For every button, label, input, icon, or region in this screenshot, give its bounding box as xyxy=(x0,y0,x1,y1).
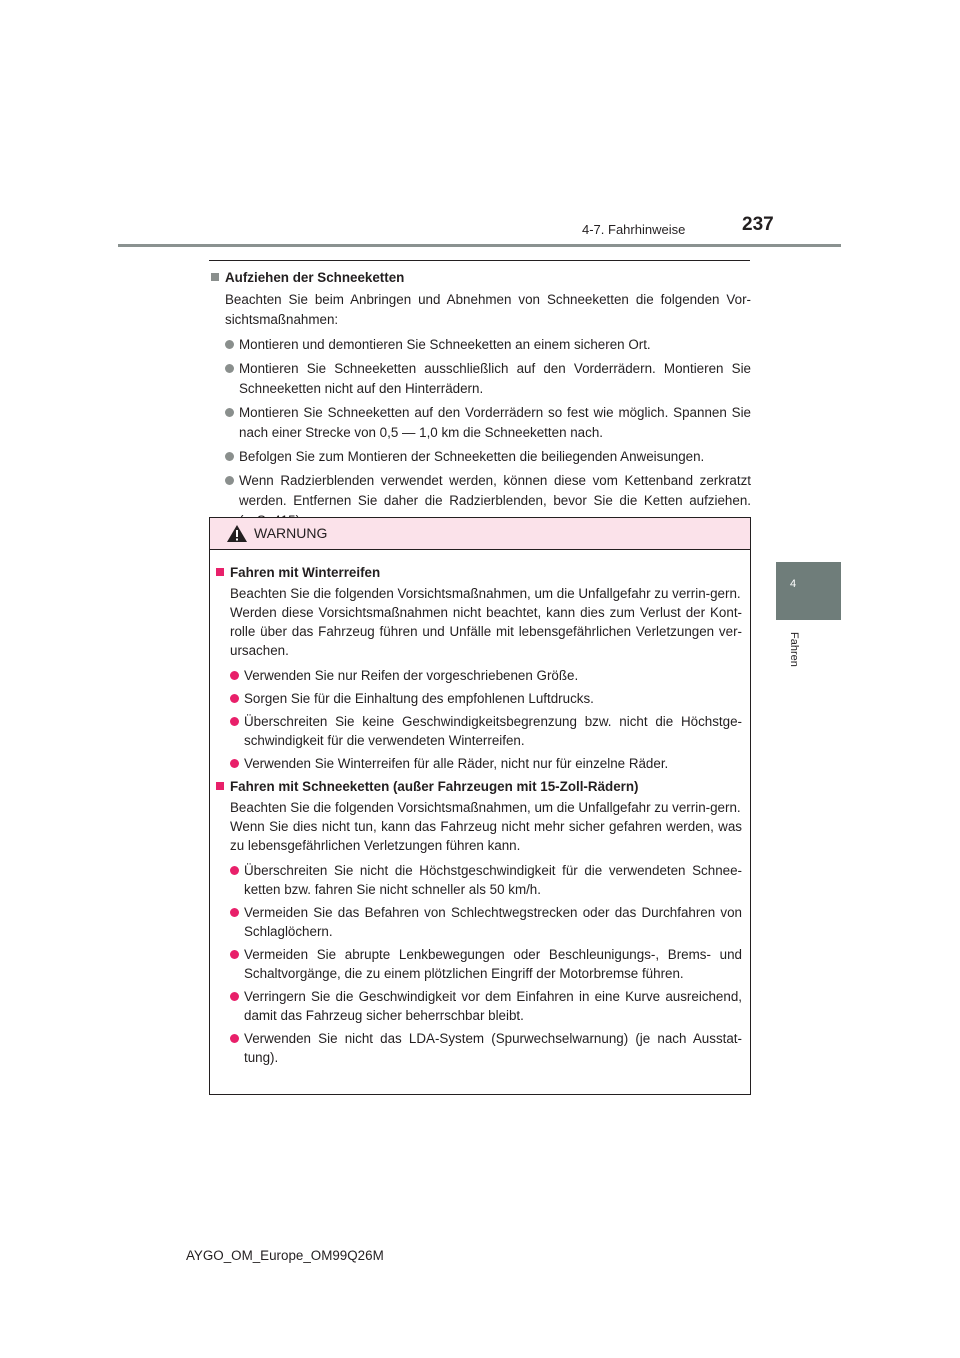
circle-bullet-icon xyxy=(225,340,234,349)
warning-triangle-icon xyxy=(226,524,248,543)
list-item xyxy=(216,903,742,941)
warning-title: WARNUNG xyxy=(254,525,328,541)
warning-section-heading xyxy=(216,777,742,796)
warning-box xyxy=(209,517,751,1095)
chapter-tab-number: 4 xyxy=(790,578,797,590)
section-title: Aufziehen der Schneeketten xyxy=(225,270,405,285)
list-item xyxy=(216,754,742,773)
content-divider xyxy=(209,260,750,261)
square-bullet-icon xyxy=(216,782,224,790)
main-section xyxy=(211,268,751,535)
circle-bullet-icon xyxy=(225,452,234,461)
circle-bullet-icon xyxy=(230,694,239,703)
list-item-text: Vermeiden Sie abrupte Lenkbewegungen oder Beschleunigungs-, Brems- und Schaltvorgänge, die zu einem plötzlichen Eingriff der Motorbremse führen. xyxy=(244,947,742,981)
circle-bullet-icon xyxy=(230,759,239,768)
list-item-text: Verwenden Sie Winterreifen für alle Räder, nicht nur für einzelne Räder. xyxy=(244,756,669,771)
header-divider xyxy=(118,244,841,247)
square-bullet-icon xyxy=(211,273,219,281)
warning-section-title: Fahren mit Winterreifen xyxy=(230,565,381,580)
list-item-text: Montieren Sie Schneeketten ausschließlich auf den Vorderrädern. Montieren Sie Schneeketten nicht auf den Hinterrädern. xyxy=(239,361,751,396)
list-item-text: Sorgen Sie für die Einhaltung des empfohlenen Luftdrucks. xyxy=(244,691,594,706)
list-item-text: Montieren Sie Schneeketten auf den Vorderrädern so fest wie möglich. Spannen Sie nach einer Strecke von 0,5 — 1,0 km die Schneeketten nach. xyxy=(239,405,751,440)
list-item-text: Wenn Radzierblenden verwendet werden, können diese vom Kettenband zerkratzt werden. Entfernen Sie daher die Radzierblenden, bevor Sie die Ketten aufziehen. xyxy=(239,473,751,508)
list-item xyxy=(211,447,751,467)
warning-header xyxy=(210,518,750,550)
chapter-tab xyxy=(776,562,841,620)
circle-bullet-icon xyxy=(230,992,239,1001)
chapter-tab-label: Fahren xyxy=(788,632,800,667)
circle-bullet-icon xyxy=(230,866,239,875)
header-section-title: 4-7. Fahrhinweise xyxy=(582,222,686,237)
list-item xyxy=(211,359,751,399)
page-number: 237 xyxy=(742,214,774,235)
warning-section-intro: Beachten Sie die folgenden Vorsichtsmaßnahmen, um die Unfallgefahr zu verrin-gern. Wenn Sie dies nicht tun, kann das Fahrzeug nicht mehr sicher gefahren werden, was zu lebensgefährlichen Verletzungen führen kann. xyxy=(230,800,742,853)
square-bullet-icon xyxy=(216,568,224,576)
footer-document-id: AYGO_OM_Europe_OM99Q26M xyxy=(186,1248,384,1263)
circle-bullet-icon xyxy=(230,1034,239,1043)
list-item xyxy=(211,335,751,355)
list-item-text: Verringern Sie die Geschwindigkeit vor dem Einfahren in eine Kurve ausreichend, damit das Fahrzeug sicher beherrschbar bleibt. xyxy=(244,989,742,1023)
list-item-text: Verwenden Sie nicht das LDA-System (Spurwechselwarnung) (je nach Ausstat-tung). xyxy=(244,1031,742,1065)
list-item-text: Überschreiten Sie nicht die Höchstgeschwindigkeit für die verwendeten Schnee-ketten bzw. fahren Sie nicht schneller als 50 km/h. xyxy=(244,863,742,897)
list-item-text: Überschreiten Sie keine Geschwindigkeitsbegrenzung bzw. nicht die Höchstge-schwindigkeit für die verwendeten Winterreifen. xyxy=(244,714,742,748)
section-heading xyxy=(211,268,751,288)
list-item xyxy=(216,945,742,983)
section-intro: Beachten Sie beim Anbringen und Abnehmen von Schneeketten die folgenden Vor-sichtsmaßnahmen: xyxy=(225,292,751,327)
warning-section-title: Fahren mit Schneeketten (außer Fahrzeugen mit 15-Zoll-Rädern) xyxy=(230,779,639,794)
list-item xyxy=(216,666,742,685)
circle-bullet-icon xyxy=(230,717,239,726)
list-item xyxy=(216,861,742,899)
warning-section-intro: Beachten Sie die folgenden Vorsichtsmaßnahmen, um die Unfallgefahr zu verrin-gern. Werden diese Vorsichtsmaßnahmen nicht beachtet, kann dies zum Verlust der Kont-rolle über das Fahrzeug führen und Unfälle mit lebensgefährlichen Verletzungen ver-ursachen. xyxy=(230,586,742,658)
list-item xyxy=(216,689,742,708)
circle-bullet-icon xyxy=(225,476,234,485)
list-item xyxy=(216,1029,742,1067)
warning-body xyxy=(210,550,750,1067)
circle-bullet-icon xyxy=(230,908,239,917)
list-item-text: Montieren und demontieren Sie Schneeketten an einem sicheren Ort. xyxy=(239,337,651,352)
warning-section-heading xyxy=(216,563,742,582)
circle-bullet-icon xyxy=(230,950,239,959)
list-item xyxy=(216,987,742,1025)
list-item-text: Vermeiden Sie das Befahren von Schlechtwegstrecken oder das Durchfahren von Schlaglöchern. xyxy=(244,905,742,939)
circle-bullet-icon xyxy=(225,364,234,373)
list-item xyxy=(211,403,751,443)
list-item-text: Befolgen Sie zum Montieren der Schneeketten die beiliegenden Anweisungen. xyxy=(239,449,705,464)
circle-bullet-icon xyxy=(225,408,234,417)
list-item xyxy=(216,712,742,750)
list-item-text: Verwenden Sie nur Reifen der vorgeschriebenen Größe. xyxy=(244,668,579,683)
circle-bullet-icon xyxy=(230,671,239,680)
